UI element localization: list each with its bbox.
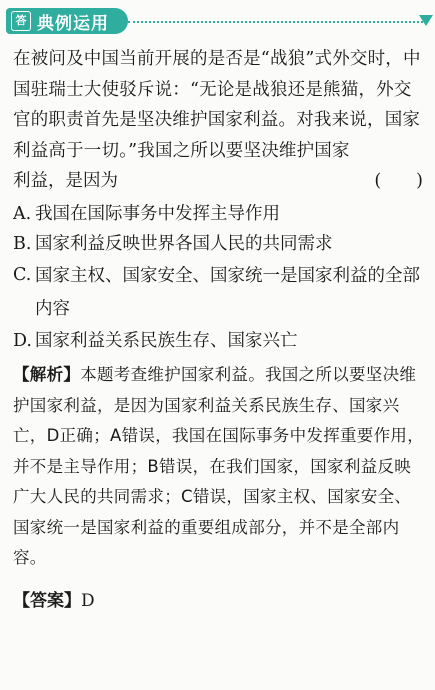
option-a bbox=[13, 199, 427, 230]
answer-icon: 答 bbox=[11, 11, 31, 31]
example-content bbox=[13, 44, 427, 616]
analysis-tag: 【解析】 bbox=[13, 365, 81, 384]
options-list bbox=[13, 199, 427, 357]
option-letter: C. bbox=[13, 264, 32, 285]
option-text: 我国在国际事务中发挥主导作用 bbox=[35, 203, 280, 224]
section-title: 典例运用 bbox=[37, 13, 109, 34]
question-stem: 在被问及中国当前开展的是否是“战狼”式外交时，中国驻瑞士大使驳斥说：“无论是战狼还是熊猫，外交官的职责首先是坚决维护国家利益。对我来说，国家利益高于一切。”我国之所以要坚决维护国家 bbox=[13, 49, 421, 161]
analysis-text: 本题考查维护国家利益。我国之所以要坚决维护国家利益，是因为国家利益关系民族生存、国家兴亡，D正确；A错误，我国在国际事务中发挥重要作用，并不是主导作用；B错误，在我们国家，国家利益反映广大人民的共同需求；C错误，国家主权、国家安全、国家统一是国家利益的重要组成部分，并不是全部内容。 bbox=[13, 365, 424, 567]
question-block bbox=[13, 44, 427, 197]
option-letter: B. bbox=[13, 234, 32, 254]
option-d bbox=[13, 326, 427, 357]
option-text: 国家利益反映世界各国人民的共同需求 bbox=[35, 234, 333, 254]
option-b bbox=[13, 229, 427, 260]
option-letter: A. bbox=[13, 203, 32, 224]
question-stem-end bbox=[13, 166, 427, 197]
option-c bbox=[13, 260, 427, 326]
analysis-block bbox=[13, 360, 427, 574]
option-letter: D. bbox=[13, 330, 32, 351]
answer-value: D bbox=[81, 590, 95, 611]
analysis-paragraph bbox=[13, 360, 427, 574]
section-header bbox=[0, 6, 435, 36]
answer-tag: 【答案】 bbox=[13, 590, 81, 611]
option-text: 国家利益关系民族生存、国家兴亡 bbox=[35, 330, 298, 351]
answer-block bbox=[13, 586, 427, 617]
question-stem-last-line: 利益，是因为 bbox=[13, 171, 118, 191]
section-badge bbox=[6, 8, 128, 34]
answer-blank: ( ) bbox=[374, 171, 423, 191]
triangle-down-icon bbox=[419, 15, 433, 26]
option-text: 国家主权、国家安全、国家统一是国家利益的全部内容 bbox=[35, 265, 420, 319]
header-dotted-divider bbox=[128, 21, 423, 23]
